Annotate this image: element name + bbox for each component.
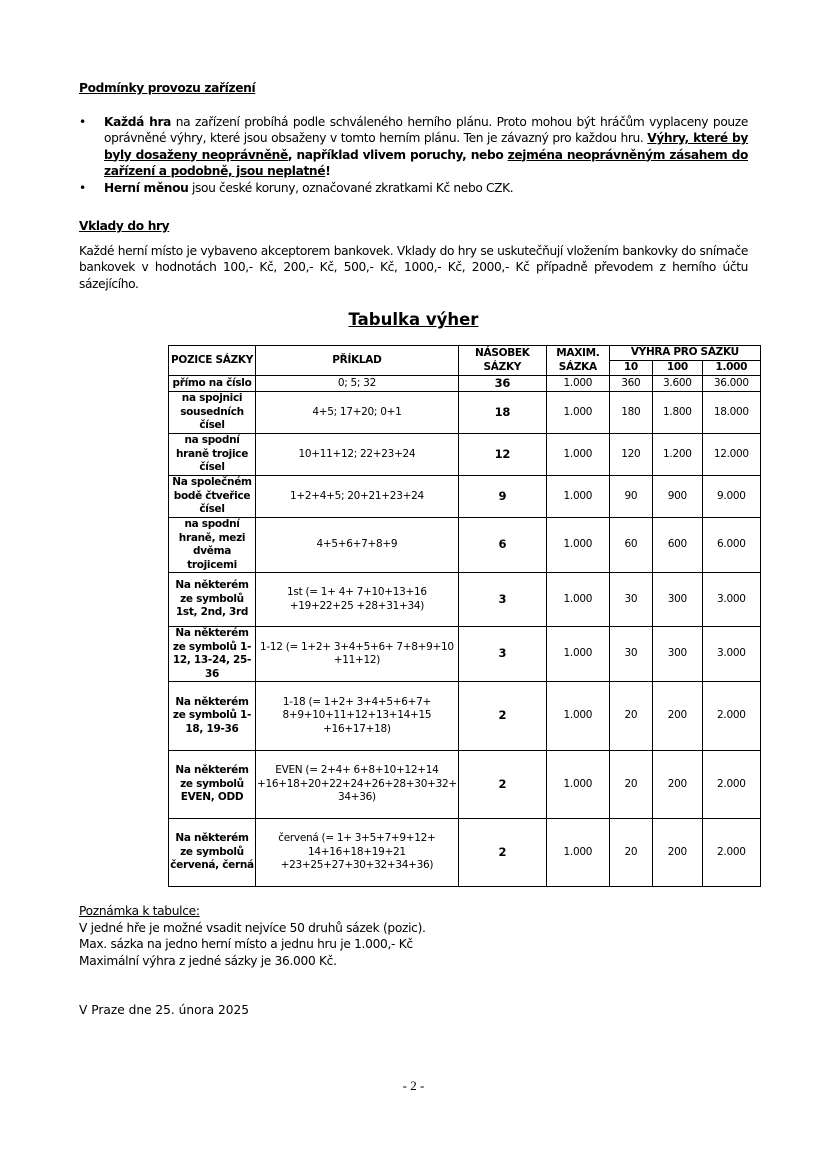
table-row (169, 682, 761, 751)
cell-max-bet: 1.000 (546, 682, 609, 751)
cell-multiplier: 2 (458, 819, 546, 887)
cell-position: Na společném bodě čtveřice čísel (169, 476, 256, 518)
cell-win-100: 200 (652, 819, 702, 887)
cell-win-100: 3.600 (652, 376, 702, 392)
header-bet-1000: 1.000 (702, 361, 760, 376)
cell-win-1000: 36.000 (702, 376, 760, 392)
header-position: POZICE SÁZKY (169, 346, 256, 376)
cell-win-1000: 2.000 (702, 819, 760, 887)
section-conditions (79, 80, 748, 196)
cell-win-1000: 9.000 (702, 476, 760, 518)
cell-example: 0; 5; 32 (256, 376, 459, 392)
text: jsou české koruny, označované zkratkami Kč nebo CZK. (188, 180, 514, 195)
table-row (169, 376, 761, 392)
cell-win-10: 60 (609, 518, 652, 573)
cell-example: 10+11+12; 22+23+24 (256, 434, 459, 476)
header-multiplier: NÁSOBEK SÁZKY (458, 346, 546, 376)
bold-lead: Herní měnou (104, 180, 189, 195)
cell-win-1000: 6.000 (702, 518, 760, 573)
page-number: - 2 - (402, 1078, 425, 1093)
exclamation: ! (325, 164, 331, 178)
cell-win-1000: 2.000 (702, 751, 760, 819)
cell-max-bet: 1.000 (546, 819, 609, 887)
winnings-table (168, 345, 761, 887)
table-row (169, 819, 761, 887)
table-row (169, 627, 761, 682)
list-item (79, 114, 748, 180)
cell-win-100: 200 (652, 751, 702, 819)
cell-win-10: 20 (609, 682, 652, 751)
cell-position: Na některém ze symbolů 1st, 2nd, 3rd (169, 573, 256, 627)
cell-example: 1st (= 1+ 4+ 7+10+13+16 +19+22+25 +28+31+34) (256, 573, 459, 627)
conditions-list (79, 114, 748, 197)
note-heading: Poznámka k tabulce: (79, 904, 200, 918)
table-row (169, 476, 761, 518)
date-line: V Praze dne 25. února 2025 (79, 1003, 249, 1017)
underlined-warning: zejména neoprávněným zásahem do zařízení a podobně, jsou neplatné (104, 147, 748, 178)
cell-example: 1+2+4+5; 20+21+23+24 (256, 476, 459, 518)
cell-multiplier: 2 (458, 682, 546, 751)
paragraph: Každé herní místo je vybaveno akceptorem bankovek. Vklady do hry se uskutečňují vložením bankovky do snímače bankovek v hodnotách 100,- Kč, 200,- Kč, 500,- Kč, 1000,- Kč, 2000,- Kč případně převodem z herního účtu sázejícího. (79, 243, 748, 291)
cell-win-10: 180 (609, 392, 652, 434)
cell-multiplier: 18 (458, 392, 546, 434)
cell-example: 4+5+6+7+8+9 (256, 518, 459, 573)
note-line: V jedné hře je možné vsadit nejvíce 50 druhů sázek (pozic). (79, 920, 426, 935)
section-heading: Vklady do hry (79, 219, 170, 233)
table-note (79, 903, 426, 969)
cell-multiplier: 6 (458, 518, 546, 573)
header-bet-100: 100 (652, 361, 702, 376)
cell-multiplier: 36 (458, 376, 546, 392)
cell-win-1000: 12.000 (702, 434, 760, 476)
cell-position: přímo na číslo (169, 376, 256, 392)
bold-text: , například vlivem poruchy, nebo (287, 147, 508, 162)
header-win-per-bet: VÝHRA PRO SÁZKU (609, 346, 760, 361)
cell-position: Na některém ze symbolů 1-18, 19-36 (169, 682, 256, 751)
header-max-bet: MAXIM. SÁZKA (546, 346, 609, 376)
table-row (169, 573, 761, 627)
list-item (79, 180, 748, 197)
cell-example: 4+5; 17+20; 0+1 (256, 392, 459, 434)
cell-max-bet: 1.000 (546, 573, 609, 627)
cell-win-10: 90 (609, 476, 652, 518)
cell-position: Na některém ze symbolů 1-12, 13-24, 25-36 (169, 627, 256, 682)
bold-lead: Každá hra (104, 114, 171, 129)
cell-position: na spojnici sousedních čísel (169, 392, 256, 434)
section-deposits (79, 218, 748, 292)
cell-max-bet: 1.000 (546, 751, 609, 819)
table-title: Tabulka výher (348, 310, 479, 329)
cell-win-10: 120 (609, 434, 652, 476)
cell-example: 1-12 (= 1+2+ 3+4+5+6+ 7+8+9+10 +11+12) (256, 627, 459, 682)
underlined-warning: Výhry, které by byly dosaženy neoprávněně (104, 131, 748, 162)
cell-win-100: 300 (652, 573, 702, 627)
cell-max-bet: 1.000 (546, 434, 609, 476)
cell-max-bet: 1.000 (546, 476, 609, 518)
cell-win-10: 30 (609, 573, 652, 627)
section-heading: Podmínky provozu zařízení (79, 81, 256, 95)
cell-multiplier: 3 (458, 573, 546, 627)
cell-max-bet: 1.000 (546, 518, 609, 573)
cell-position: na spodní hraně, mezi dvěma trojicemi (169, 518, 256, 573)
cell-multiplier: 9 (458, 476, 546, 518)
cell-win-1000: 18.000 (702, 392, 760, 434)
text: na zařízení probíhá podle schváleného herního plánu. Proto mohou být hráčům vyplaceny pouze oprávněné výhry, které jsou obsaženy v tomto herním plánu. Ten je závazný pro každou hru. (104, 114, 748, 145)
cell-win-1000: 2.000 (702, 682, 760, 751)
cell-win-1000: 3.000 (702, 627, 760, 682)
cell-win-10: 20 (609, 751, 652, 819)
cell-win-100: 300 (652, 627, 702, 682)
cell-max-bet: 1.000 (546, 376, 609, 392)
cell-max-bet: 1.000 (546, 392, 609, 434)
cell-max-bet: 1.000 (546, 627, 609, 682)
cell-multiplier: 3 (458, 627, 546, 682)
cell-win-1000: 3.000 (702, 573, 760, 627)
header-example: PŘÍKLAD (256, 346, 459, 376)
header-bet-10: 10 (609, 361, 652, 376)
table-row (169, 751, 761, 819)
cell-example: EVEN (= 2+4+ 6+8+10+12+14 +16+18+20+22+24+26+28+30+32+ 34+36) (256, 751, 459, 819)
cell-example: červená (= 1+ 3+5+7+9+12+ 14+16+18+19+21 +23+25+27+30+32+34+36) (256, 819, 459, 887)
note-line: Maximální výhra z jedné sázky je 36.000 Kč. (79, 953, 337, 968)
cell-example: 1-18 (= 1+2+ 3+4+5+6+7+ 8+9+10+11+12+13+14+15 +16+17+18) (256, 682, 459, 751)
cell-win-100: 200 (652, 682, 702, 751)
cell-multiplier: 12 (458, 434, 546, 476)
table-row (169, 392, 761, 434)
cell-win-100: 900 (652, 476, 702, 518)
cell-win-10: 30 (609, 627, 652, 682)
cell-position: Na některém ze symbolů červená, černá (169, 819, 256, 887)
cell-multiplier: 2 (458, 751, 546, 819)
cell-win-10: 360 (609, 376, 652, 392)
table-row (169, 434, 761, 476)
cell-win-100: 600 (652, 518, 702, 573)
cell-win-10: 20 (609, 819, 652, 887)
note-line: Max. sázka na jedno herní místo a jednu hru je 1.000,- Kč (79, 937, 413, 951)
cell-position: na spodní hraně trojice čísel (169, 434, 256, 476)
table-row (169, 518, 761, 573)
cell-position: Na některém ze symbolů EVEN, ODD (169, 751, 256, 819)
cell-win-100: 1.200 (652, 434, 702, 476)
cell-win-100: 1.800 (652, 392, 702, 434)
